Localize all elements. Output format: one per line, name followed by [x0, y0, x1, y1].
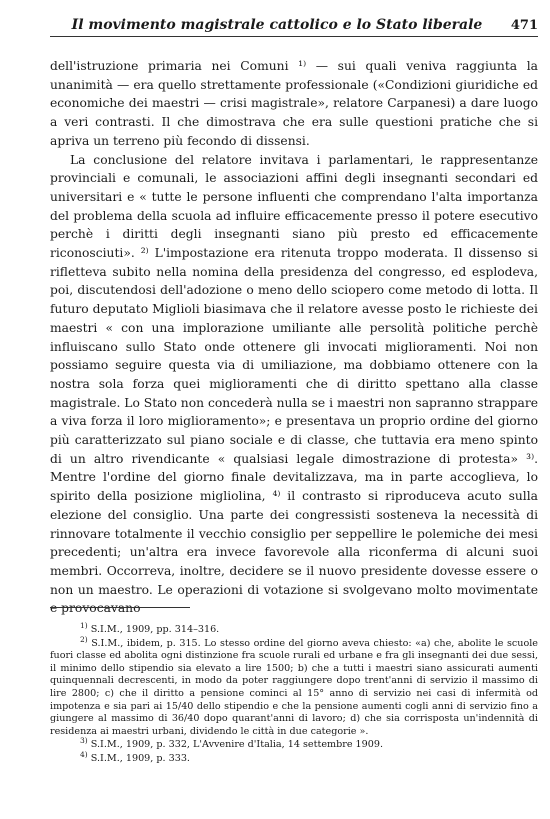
footnote: [50, 749, 538, 766]
paragraph: La conclusione del relatore invitava i parlamentari, le rappresentanze provinciali e comunali, le associazioni affini degli insegnanti secondari ed universitari e « tutte le persone influenti che comprendano l'alta importanza del problema della scuola ad influire efficacemente presso il potere esecutivo perchè i diritti degli insegnanti siano più presto ed efficacemente riconosciuti». ²⁾ L'impostazione era ritenuta troppo moderata. Il dissenso si rifletteva subito nella nomina della presidenza del congresso, ed esplodeva, poi, discutendosi dell'adozione o meno dello sciopero come metodo di lotta. Il futuro deputato Miglioli biasimava che il relatore avesse posto le richieste dei maestri « con una implorazione umiliante alle persolità politiche perchè influiscano sullo Stato onde ottenere gli invocati miglioramenti. Noi non possiamo seguire questa via di umiliazione, ma dobbiamo ottenere con la nostra sola forza quei miglioramenti che di diritto spettano alla classe magistrale. Lo Stato non concederà nulla se i maestri non sapranno strappare a viva forza il loro miglioramento»; e presentava un proprio ordine del giorno più caratterizzato sul piano sociale e di classe, che tuttavia era meno spinto di un altro rivendicante « qualsiasi legale dimostrazione di protesta» ³⁾. Mentre l'ordine del giorno finale devitalizzava, ma in parte accoglieva, lo spirito della posizione migliolina, ⁴⁾ il contrasto si riproduceva acuto sulla elezione del consiglio. Una parte dei congressisti sosteneva la necessità di rinnovare totalmente il vecchio consiglio per seppellire le polemiche dei mesi precedenti; un'altra era invece favorevole alla riconferma di alcuni suoi membri. Occorreva, inoltre, decidere se il nuovo presidente dovesse essere o non un maestro. Le operazioni di votazione si svolgevano molto movimentate e provocavano: [50, 152, 538, 616]
footnote-number: 1): [80, 620, 88, 630]
footnote-number: 4): [80, 749, 88, 759]
footnote-number: 2): [80, 634, 88, 644]
footnote: [50, 620, 538, 637]
footnote-text: S.I.M., 1909, pp. 314–316.: [90, 624, 220, 635]
footnote-text: S.I.M., 1909, p. 332, L'Avvenire d'Italia, 14 settembre 1909.: [90, 739, 384, 751]
footnote-number: 3): [80, 736, 88, 746]
footnote-text: S.I.M., 1909, p. 333.: [90, 752, 190, 764]
paragraph: dell'istruzione primaria nei Comuni ¹⁾ — sui quali veniva raggiunta la unanimità — era quello strettamente professionale («Condizioni giuridiche ed economiche dei maestri — crisi magistrale», relatore Carpanesi) a dare luogo a veri contrasti. Il che dimostrava che era sulle questioni pratiche che si apriva un terreno più fecondo di dissensi.: [50, 59, 538, 148]
footnote-text: S.I.M., ibidem, p. 315. Lo stesso ordine del giorno aveva chiesto: «a) che, abolite le scuole fuori classe ed abolita ogni distinzione fra scuole rurali ed urbane e fra gli insegnanti dei due sessi, il minimo dello stipendio sia elevato a lire 1500; b) che a tutti i maestri siano assicurati aumenti quinquennali decrescenti, in modo da poter raggiungere dopo trent'anni di servizio il massimo di lire 2800; c) che il diritto a pensione cominci al 15° anno di servizio nei casi di infermità od impotenza e sia pari ai 15/40 dello stipendio e che la pensione aumenti cogli anni di servizio fino a giungere al massimo di 36/40 dopo quarant'anni di lavoro; d) che sia corrisposta un'indennità di residenza ai maestri urbani, dividendo le città in due categorie ».: [50, 637, 538, 737]
running-title: Il movimento magistrale cattolico e lo Stato liberale: [71, 17, 483, 33]
running-header: [50, 14, 538, 37]
footnote: [50, 634, 538, 739]
main-text: [50, 57, 538, 618]
page-number: 471: [510, 17, 538, 33]
footnote-separator: [50, 607, 190, 608]
footnotes: [50, 620, 538, 767]
footnote: [50, 736, 538, 752]
